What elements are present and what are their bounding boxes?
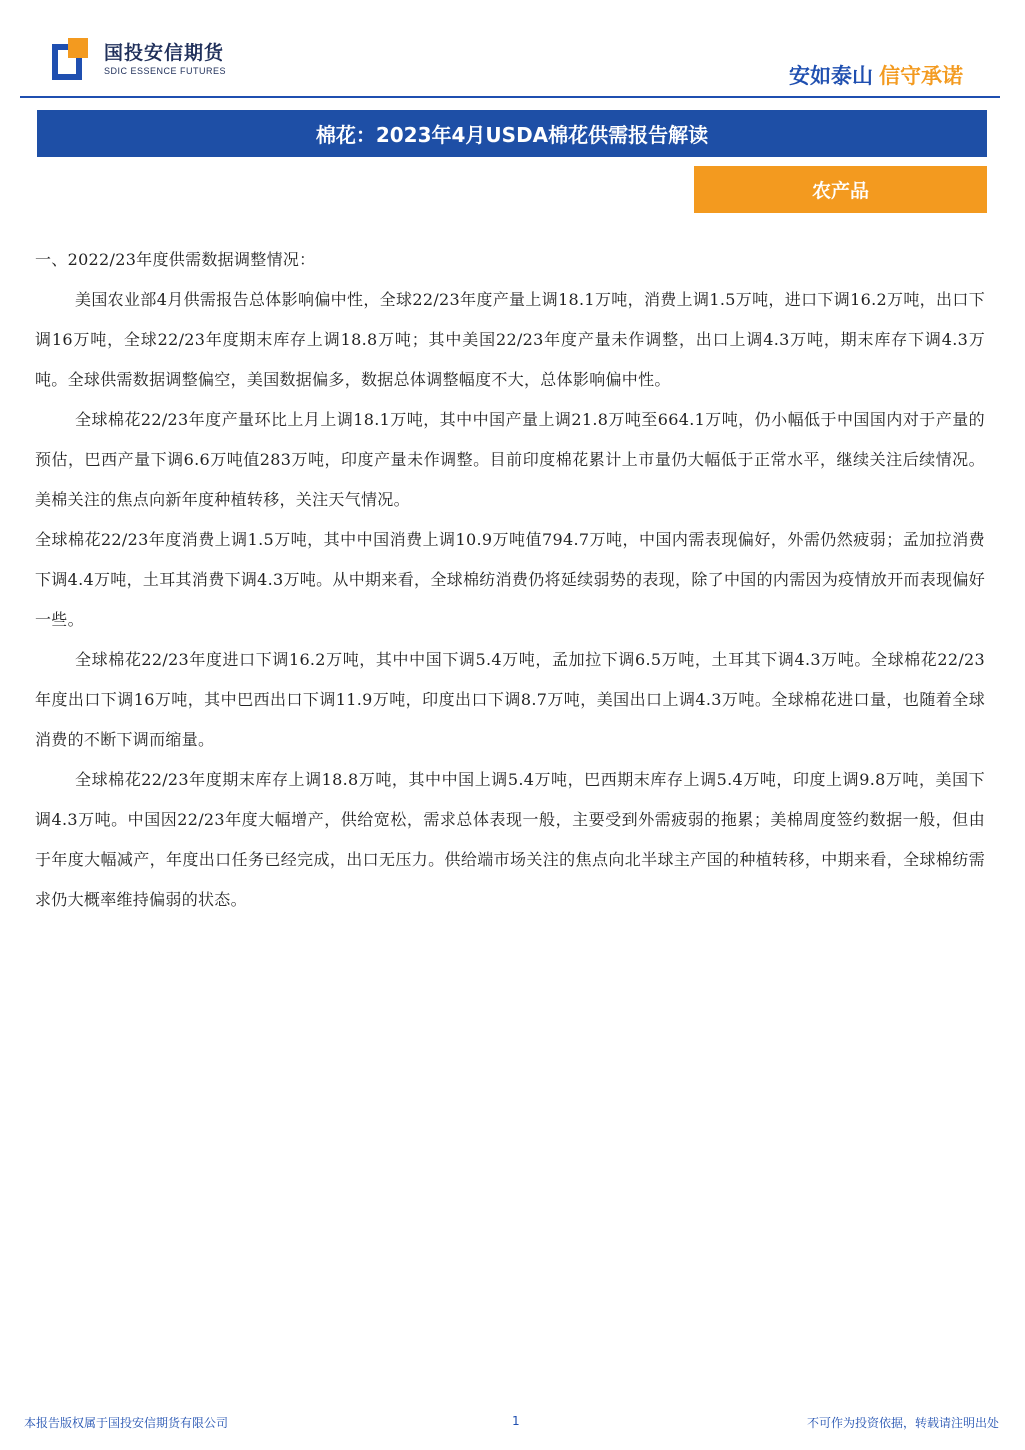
body-paragraph: 美国农业部4月供需报告总体影响偏中性，全球22/23年度产量上调18.1万吨，消费上调1.5万吨，进口下调16.2万吨，出口下调16万吨，全球22/23年度期末库存上调18.8万吨；其中美国22/23年度产量未作调整，出口上调4.3万吨，期末库存下调4.3万吨。全球供需数据调整偏空，美国数据偏多，数据总体调整幅度不大，总体影响偏中性。 bbox=[35, 290, 985, 389]
category-label: 农产品 bbox=[811, 180, 869, 202]
logo-en-text: SDIC ESSENCE FUTURES bbox=[104, 66, 227, 76]
slogan bbox=[789, 60, 963, 90]
report-title: 棉花：2023年4月USDA棉花供需报告解读 bbox=[315, 123, 709, 147]
disclaimer-notice: 不可作为投资依据，转载请注明出处 bbox=[806, 1416, 999, 1430]
page-number: 1 bbox=[512, 1414, 520, 1428]
copyright-notice: 本报告版权属于国投安信期货有限公司 bbox=[24, 1416, 229, 1430]
section-heading: 一、2022/23年度供需数据调整情况： bbox=[35, 250, 316, 269]
company-logo bbox=[52, 38, 226, 82]
category-tag bbox=[694, 166, 987, 213]
header-divider bbox=[20, 96, 1000, 98]
body-paragraph: 全球棉花22/23年度消费上调1.5万吨，其中中国消费上调10.9万吨值794.7万吨，中国内需表现偏好，外需仍然疲弱；孟加拉消费下调4.4万吨，土耳其消费下调4.3万吨。从中期来看，全球棉纺消费仍将延续弱势的表现，除了中国的内需因为疫情放开而表现偏好一些。 bbox=[35, 530, 985, 629]
page-footer bbox=[24, 1414, 999, 1438]
slogan-part-b: 信守承诺 bbox=[879, 64, 963, 88]
body-paragraph: 全球棉花22/23年度期末库存上调18.8万吨，其中中国上调5.4万吨，巴西期末库存上调5.4万吨，印度上调9.8万吨，美国下调4.3万吨。中国因22/23年度大幅增产，供给宽松，需求总体表现一般，主要受到外需疲弱的拖累；美棉周度签约数据一般，但由于年度大幅减产，年度出口任务已经完成，出口无压力。供给端市场关注的焦点向北半球主产国的种植转移，中期来看，全球棉纺需求仍大概率维持偏弱的状态。 bbox=[35, 770, 985, 909]
report-body bbox=[35, 240, 985, 920]
body-paragraph: 全球棉花22/23年度产量环比上月上调18.1万吨，其中中国产量上调21.8万吨至664.1万吨，仍小幅低于中国国内对于产量的预估，巴西产量下调6.6万吨值283万吨，印度产量未作调整。目前印度棉花累计上市量仍大幅低于正常水平，继续关注后续情况。美棉关注的焦点向新年度种植转移，关注天气情况。 bbox=[35, 410, 985, 509]
body-paragraph: 全球棉花22/23年度进口下调16.2万吨，其中中国下调5.4万吨，孟加拉下调6.5万吨，土耳其下调4.3万吨。全球棉花22/23年度出口下调16万吨，其中巴西出口下调11.9万吨，印度出口下调8.7万吨，美国出口上调4.3万吨。全球棉花进口量，也随着全球消费的不断下调而缩量。 bbox=[35, 650, 985, 749]
slogan-part-a: 安如泰山 bbox=[789, 64, 873, 88]
page-header bbox=[0, 0, 1025, 100]
logo-cn-text: 国投安信期货 bbox=[104, 42, 225, 64]
report-title-bar bbox=[37, 110, 987, 157]
logo-mark-icon bbox=[52, 38, 92, 82]
